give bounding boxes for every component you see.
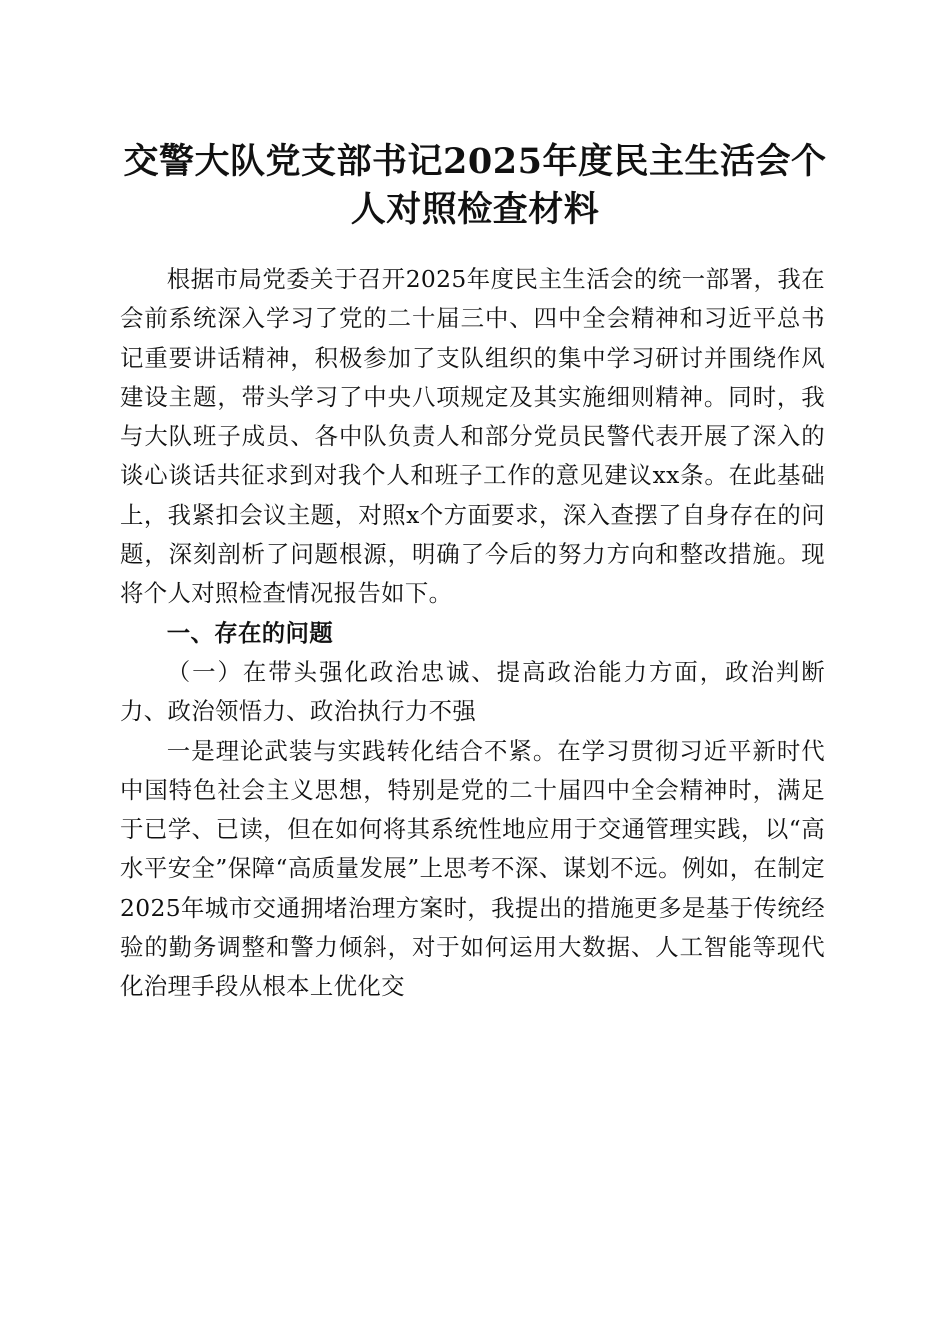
- section-heading-problems: 一、存在的问题: [166, 618, 333, 647]
- document-body: [120, 260, 825, 1007]
- document-title: 交警大队党支部书记2025年度民主生活会个人对照检查材料: [123, 141, 827, 230]
- intro-paragraph: 根据市局党委关于召开2025年度民主生活会的统一部署，我在会前系统深入学习了党的二十届三中、四中全会精神和习近平总书记重要讲话精神，积极参加了支队组织的集中学习研讨并围绕作风建设主题，带头学习了中央八项规定及其实施细则精神。同时，我与大队班子成员、各中队负责人和部分党员民警代表开展了深入的谈心谈话共征求到对我个人和班子工作的意见建议xx条。在此基础上，我紧扣会议主题，对照x个方面要求，深入查摆了自身存在的问题，深刻剖析了问题根源，明确了今后的努力方向和整改措施。现将个人对照检查情况报告如下。: [120, 265, 825, 608]
- subsection-heading-political: （一）在带头强化政治忠诚、提高政治能力方面，政治判断力、政治领悟力、政治执行力不强: [120, 657, 825, 726]
- body-paragraph-theory: 一是理论武装与实践转化结合不紧。在学习贯彻习近平新时代中国特色社会主义思想，特别是党的二十届四中全会精神时，满足于已学、已读，但在如何将其系统性地应用于交通管理实践，以“高水平安全”保障“高质量发展”上思考不深、谋划不远。例如，在制定2025年城市交通拥堵治理方案时，我提出的措施更多是基于传统经验的勤务调整和警力倾斜，对于如何运用大数据、人工智能等现代化治理手段从根本上优化交: [120, 736, 825, 1001]
